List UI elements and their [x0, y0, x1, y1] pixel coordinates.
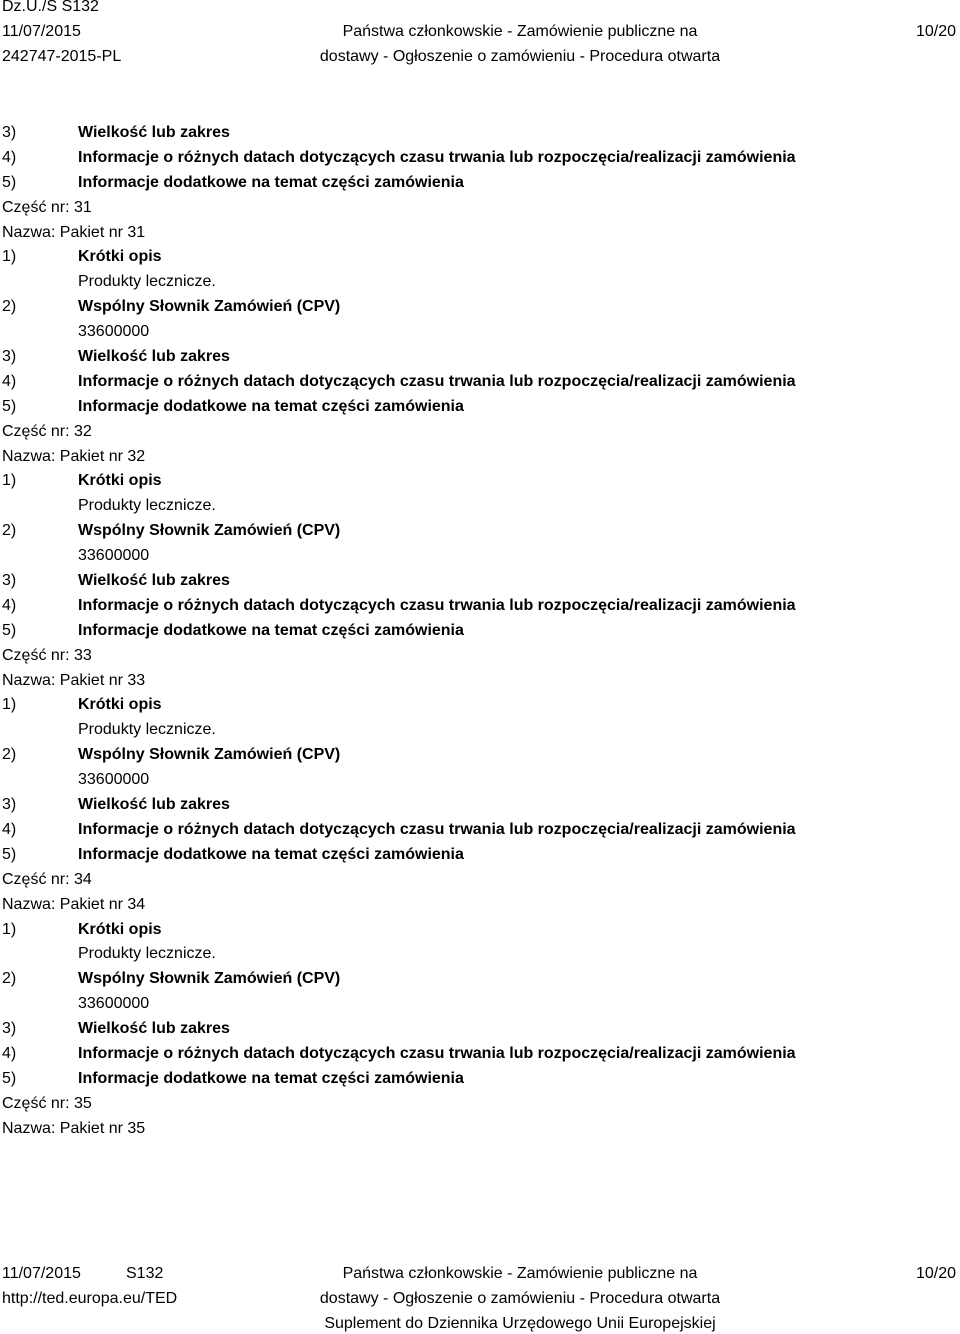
section-number: 1)	[2, 696, 17, 714]
content-row	[2, 1092, 952, 1117]
lot-info: Część nr: 32	[2, 422, 92, 440]
content-row	[2, 270, 952, 295]
content-row	[2, 395, 952, 420]
content-row	[2, 345, 952, 370]
content-row	[2, 1067, 952, 1092]
content-row	[2, 594, 952, 619]
section-value: Produkty lecznicze.	[78, 945, 216, 963]
section-number: 5)	[2, 621, 17, 639]
section-heading: Informacje dodatkowe na temat części zamówienia	[78, 621, 464, 639]
header-page-number: 10/20	[915, 23, 956, 40]
section-number: 1)	[2, 248, 17, 266]
section-number: 3)	[2, 348, 17, 366]
content-row	[2, 1042, 952, 1067]
content-row	[2, 918, 952, 943]
lot-info: Część nr: 33	[2, 646, 92, 664]
content-row	[2, 669, 952, 694]
content-row	[2, 893, 952, 918]
section-heading: Krótki opis	[78, 472, 162, 490]
content-row	[2, 146, 952, 171]
content-row	[2, 171, 952, 196]
section-heading: Krótki opis	[78, 696, 162, 714]
lot-info: Nazwa: Pakiet nr 33	[2, 671, 146, 689]
section-heading: Wielkość lub zakres	[78, 796, 230, 814]
content-row	[2, 1117, 952, 1142]
content-row	[2, 942, 952, 967]
content-row	[2, 818, 952, 843]
section-number: 5)	[2, 1069, 17, 1087]
footer-date: 11/07/2015	[2, 1265, 81, 1282]
section-heading: Wielkość lub zakres	[78, 124, 230, 141]
content-row	[2, 619, 952, 644]
section-number: 2)	[2, 746, 17, 764]
section-number: 4)	[2, 820, 17, 838]
content-row	[2, 196, 952, 221]
section-heading: Informacje o różnych datach dotyczących czasu trwania lub rozpoczęcia/realizacji zamówienia	[78, 596, 796, 614]
content-row	[2, 768, 952, 793]
lot-info: Część nr: 34	[2, 870, 92, 888]
section-heading: Informacje dodatkowe na temat części zamówienia	[78, 397, 464, 415]
content-row	[2, 320, 952, 345]
footer-url[interactable]: http://ted.europa.eu/TED	[2, 1290, 178, 1307]
section-heading: Informacje dodatkowe na temat części zamówienia	[78, 845, 464, 863]
content-row	[2, 420, 952, 445]
content-row	[2, 843, 952, 868]
section-number: 2)	[2, 298, 17, 316]
section-heading: Wspólny Słownik Zamówień (CPV)	[78, 522, 341, 540]
section-heading: Informacje dodatkowe na temat części zamówienia	[78, 1069, 464, 1087]
section-number: 2)	[2, 970, 17, 988]
footer-title-line-1: Państwa członkowskie - Zamówienie publiczne na	[342, 1265, 698, 1282]
content-row	[2, 992, 952, 1017]
section-heading: Krótki opis	[78, 248, 162, 266]
content-row	[2, 494, 952, 519]
section-heading: Wspólny Słownik Zamówień (CPV)	[78, 970, 341, 988]
lot-info: Nazwa: Pakiet nr 31	[2, 223, 146, 241]
section-heading: Informacje o różnych datach dotyczących czasu trwania lub rozpoczęcia/realizacji zamówienia	[78, 1044, 796, 1062]
section-number: 1)	[2, 920, 17, 938]
section-number: 3)	[2, 124, 17, 141]
content-row	[2, 469, 952, 494]
section-number: 4)	[2, 148, 17, 166]
content-row	[2, 370, 952, 395]
section-value: Produkty lecznicze.	[78, 497, 216, 515]
section-number: 3)	[2, 796, 17, 814]
content-row	[2, 221, 952, 246]
section-heading: Informacje o różnych datach dotyczących czasu trwania lub rozpoczęcia/realizacji zamówienia	[78, 372, 796, 390]
header-notice-id: 242747-2015-PL	[2, 48, 122, 65]
content-row	[2, 295, 952, 320]
section-value: 33600000	[78, 547, 150, 565]
content-row	[2, 519, 952, 544]
section-value: 33600000	[78, 771, 150, 789]
content-row	[2, 121, 952, 146]
section-heading: Informacje o różnych datach dotyczących czasu trwania lub rozpoczęcia/realizacji zamówienia	[78, 820, 796, 838]
section-heading: Wspólny Słownik Zamówień (CPV)	[78, 746, 341, 764]
section-heading: Informacje dodatkowe na temat części zamówienia	[78, 173, 464, 191]
content-row	[2, 245, 952, 270]
content-row	[2, 1017, 952, 1042]
lot-info: Część nr: 35	[2, 1094, 92, 1112]
section-number: 5)	[2, 845, 17, 863]
header-title-line-1: Państwa członkowskie - Zamówienie publiczne na	[342, 23, 698, 40]
section-number: 1)	[2, 472, 17, 490]
section-number: 4)	[2, 596, 17, 614]
header-date: 11/07/2015	[2, 23, 81, 40]
section-heading: Informacje o różnych datach dotyczących czasu trwania lub rozpoczęcia/realizacji zamówienia	[78, 148, 796, 166]
content-row	[2, 544, 952, 569]
section-number: 5)	[2, 397, 17, 415]
content-row	[2, 718, 952, 743]
lot-info: Nazwa: Pakiet nr 34	[2, 895, 146, 913]
section-heading: Krótki opis	[78, 920, 162, 938]
footer-title-line-2: dostawy - Ogłoszenie o zamówieniu - Procedura otwarta	[319, 1290, 721, 1307]
section-number: 5)	[2, 173, 17, 191]
footer-page-number: 10/20	[915, 1265, 956, 1282]
content-row	[2, 569, 952, 594]
footer-supplement: Suplement do Dziennika Urzędowego Unii Europejskiej	[324, 1315, 716, 1332]
section-number: 3)	[2, 572, 17, 590]
document-body	[2, 121, 952, 1142]
section-value: Produkty lecznicze.	[78, 273, 216, 291]
content-row	[2, 868, 952, 893]
content-row	[2, 793, 952, 818]
section-heading: Wielkość lub zakres	[78, 1020, 230, 1038]
content-row	[2, 644, 952, 669]
section-heading: Wspólny Słownik Zamówień (CPV)	[78, 298, 341, 316]
lot-info: Nazwa: Pakiet nr 35	[2, 1119, 146, 1137]
section-heading: Wielkość lub zakres	[78, 348, 230, 366]
section-number: 4)	[2, 372, 17, 390]
header-journal-ref: Dz.U./S S132	[2, 0, 99, 15]
section-value: 33600000	[78, 323, 150, 341]
section-value: 33600000	[78, 995, 150, 1013]
content-row	[2, 743, 952, 768]
lot-info: Część nr: 31	[2, 198, 92, 216]
section-number: 4)	[2, 1044, 17, 1062]
header-title-line-2: dostawy - Ogłoszenie o zamówieniu - Procedura otwarta	[319, 48, 721, 65]
section-value: Produkty lecznicze.	[78, 721, 216, 739]
content-row	[2, 967, 952, 992]
section-number: 3)	[2, 1020, 17, 1038]
lot-info: Nazwa: Pakiet nr 32	[2, 447, 146, 465]
content-row	[2, 693, 952, 718]
section-heading: Wielkość lub zakres	[78, 572, 230, 590]
content-row	[2, 445, 952, 470]
section-number: 2)	[2, 522, 17, 540]
footer-series: S132	[126, 1265, 164, 1282]
